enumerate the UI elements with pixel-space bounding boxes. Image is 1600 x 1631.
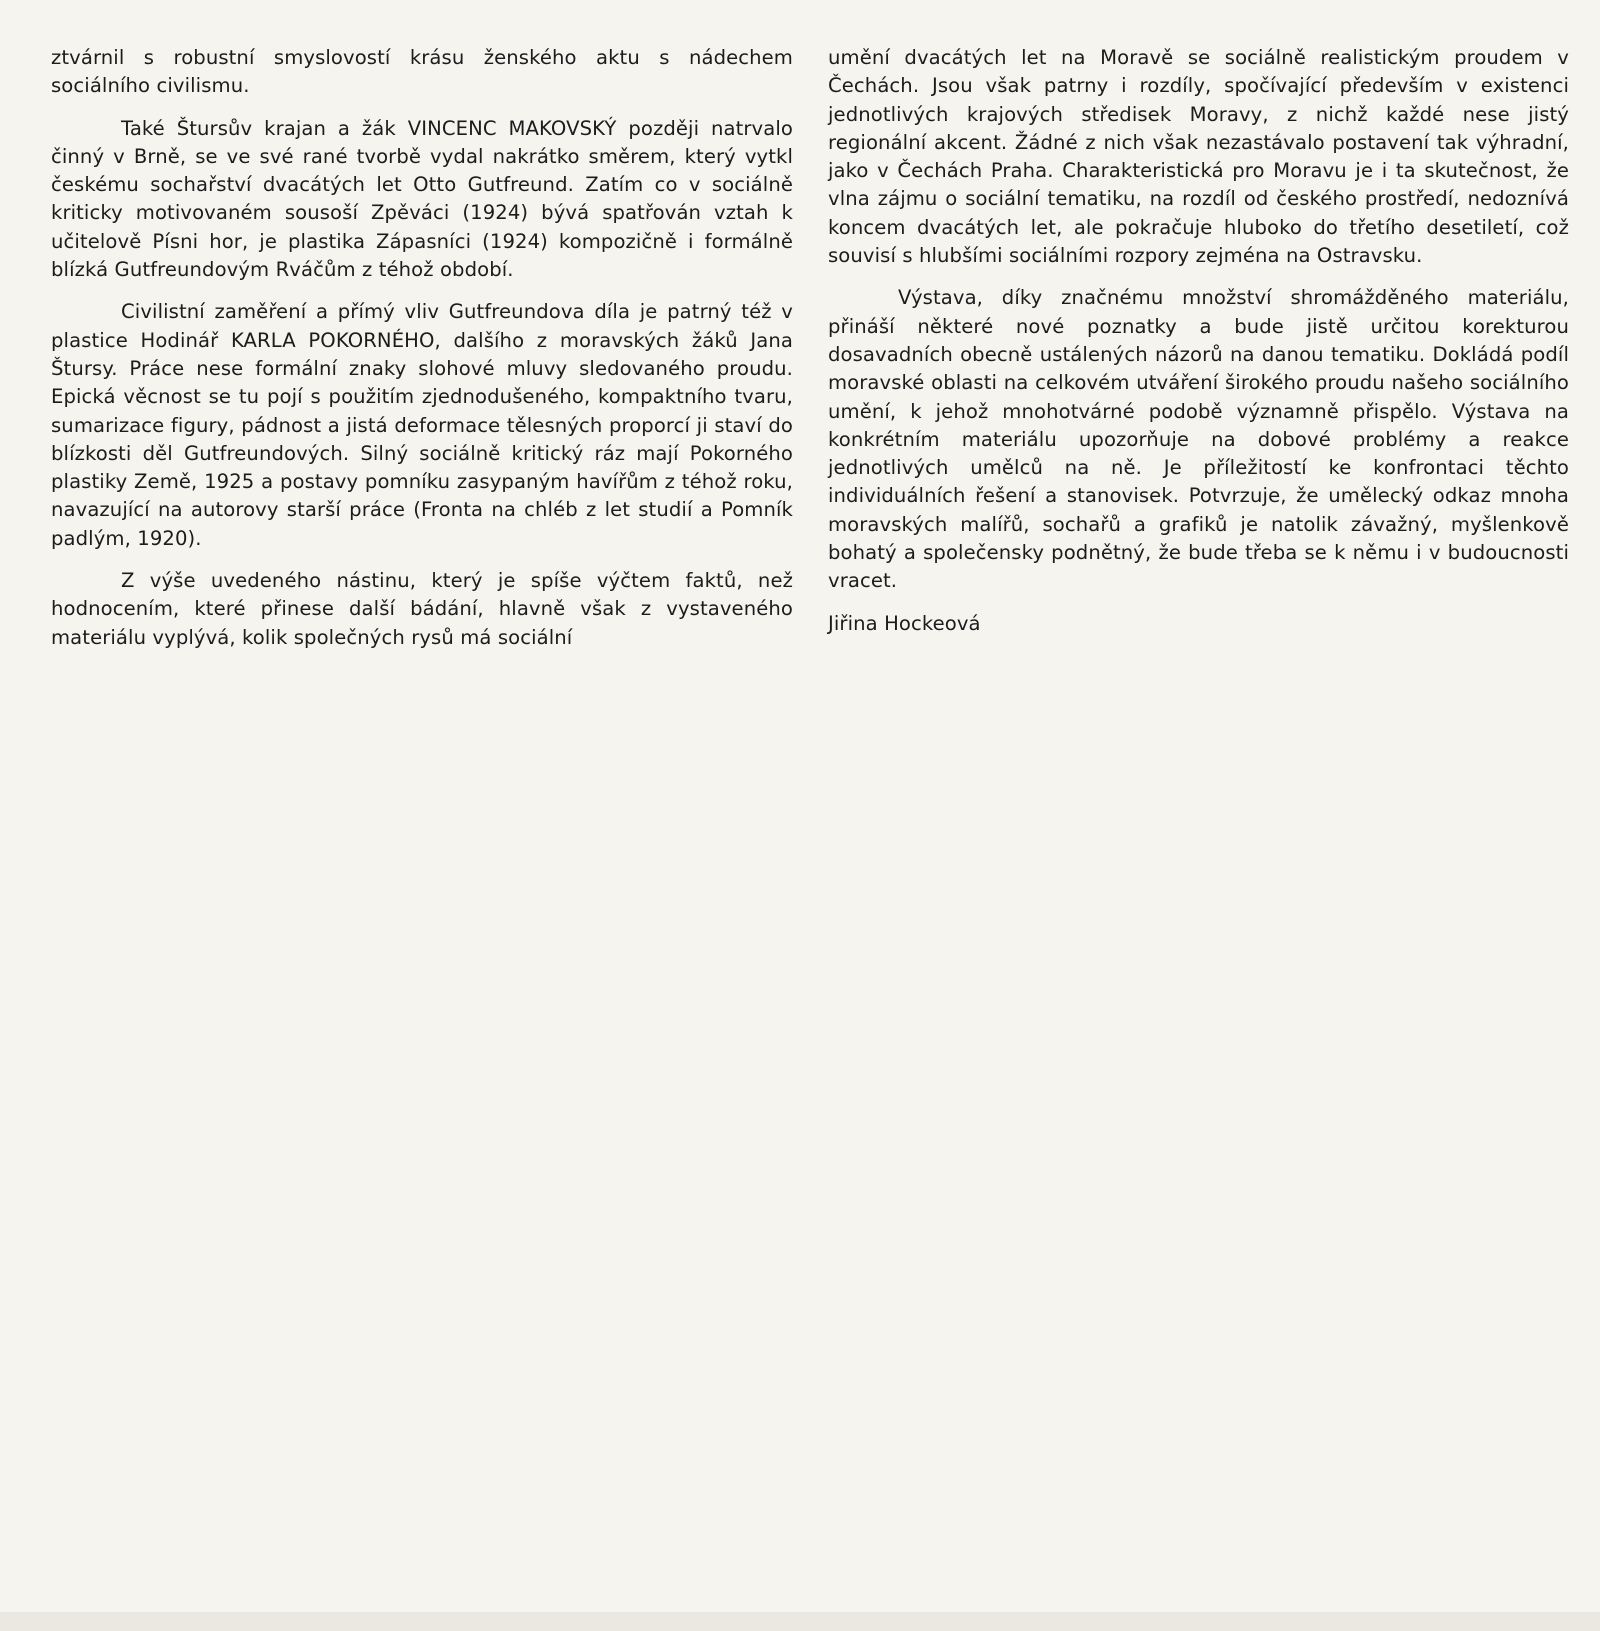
paragraph-moravia-differences: umění dvacátých let na Moravě se sociálně realistickým proudem v Čechách. Jsou však patrny i rozdíly, spočívající především v existenci jednotlivých krajových středisek Moravy, z nichž každé nese jistý regionální akcent. Žádné z nich však nezastávalo postavení tak výhradní, jako v Čechách Praha. Charakteristická pro Moravu je i ta skutečnost, že vlna zájmu o sociální tematiku, na rozdíl od českého prostředí, nedoznívá koncem dvacátých let, ale pokračuje hluboko do třetího desetiletí, což souvisí s hlubšími sociálními rozpory zejména na Ostravsku. bbox=[828, 46, 1569, 268]
left-text-column bbox=[51, 44, 793, 666]
right-text-column bbox=[828, 44, 1569, 652]
paragraph-exhibition: Výstava, díky značnému množství shromážděného materiálu, přináší některé nové poznatky a bude jistě určitou korekturou dosavadních obecně ustálených názorů na danou tematiku. Dokládá podíl moravské oblasti na celkovém utváření širokého proudu našeho sociálního umění, k jehož mnohotvárné podobě významně přispělo. Výstava na konkrétním materiálu upozorňuje na dobové problémy a reakce jednotlivých umělců na ně. Je příležitostí ke konfrontaci těchto individuálních řešení a stanovisek. Potvrzuje, že umělecký odkaz mnoha moravských malířů, sochařů a grafiků je natolik závažný, myšlenkově bohatý a společensky podnětný, že bude třeba se k němu i v budoucnosti vracet. bbox=[828, 286, 1569, 593]
author-signature: Jiřina Hockeová bbox=[828, 611, 981, 635]
paragraph-summary: Z výše uvedeného nástinu, který je spíše výčtem faktů, než hodnocením, které přinese další bádání, hlavně však z vystaveného materiálu vyplývá, kolik společných rysů má sociální bbox=[51, 569, 793, 649]
paragraph-makovsky: Také Štursův krajan a žák VINCENC MAKOVSKÝ později natrvalo činný v Brně, se ve své rané tvorbě vydal nakrátko směrem, který vytkl českému sochařství dvacátých let Otto Gutfreund. Zatím co v sociálně kriticky motivovaném sousoší Zpěváci (1924) bývá spatřován vztah k učitelově Písni hor, je plastika Zápasníci (1924) kompozičně i formálně blízká Gutfreundovým Rváčům z téhož období. bbox=[51, 116, 793, 282]
paragraph-pokorny: Civilistní zaměření a přímý vliv Gutfreundova díla je patrný též v plastice Hodinář KARLA POKORNÉHO, dalšího z moravských žáků Jana Štursy. Práce nese formální znaky slohové mluvy sledovaného proudu. Epická věcnost se tu pojí s použitím zjednodušeného, kompaktního tvaru, sumarizace figury, pádnost a jistá deformace tělesných proporcí ji staví do blízkosti děl Gutfreundových. Silný sociálně kritický ráz mají Pokorného plastiky Země, 1925 a postavy pomníku zasypaným havířům z téhož roku, navazující na autorovy starší práce (Fronta na chléb z let studií a Pomník padlým, 1920). bbox=[51, 300, 793, 550]
paragraph-continuation: ztvárnil s robustní smyslovostí krásu ženského aktu s nádechem sociálního civilismu. bbox=[51, 46, 793, 98]
page-bottom-edge bbox=[0, 1612, 1600, 1631]
